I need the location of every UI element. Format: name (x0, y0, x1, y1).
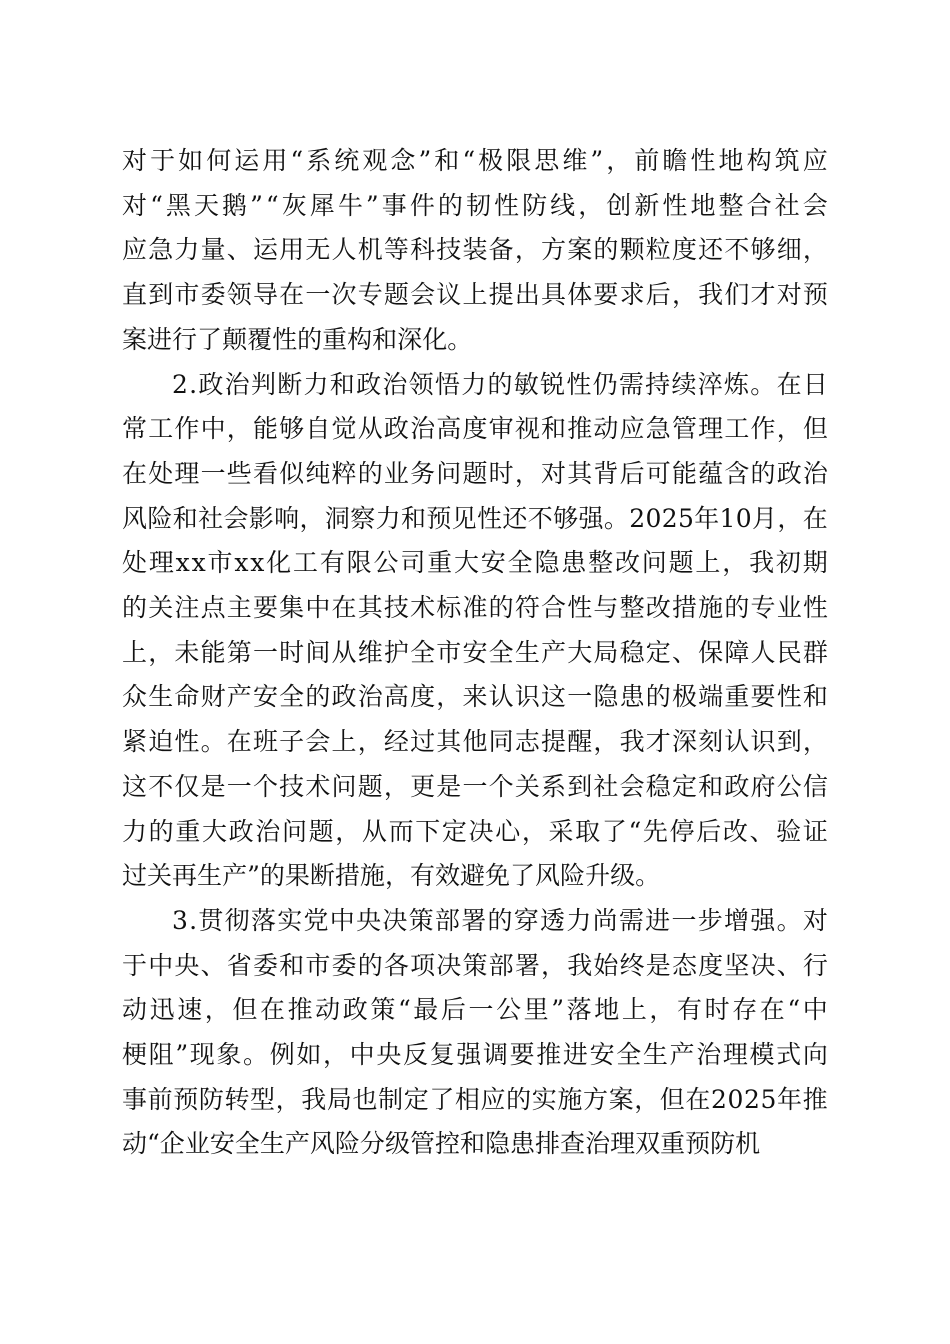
text-line: 常 工 作 中 ， 能 够 自 觉 从 政 治 高 度 审 视 和 推 动 应 急 管 理 工 作 ， 但 (122, 414, 828, 444)
paragraph-3 (122, 899, 828, 1167)
text-line: 的 关 注 点 主 要 集 中 在 其 技 术 标 准 的 符 合 性 与 整 改 措 施 的 专 业 性 (122, 593, 828, 623)
text-line: 事 前 预 防 转 型 ， 我 局 也 制 定 了 相 应 的 实 施 方 案 ， 但 在 2 0 2 5 年 推 (122, 1084, 828, 1114)
document-body (122, 139, 828, 1167)
text-line: 过 关 再 生 产 ” 的 果 断 措 施 ， 有 效 避 免 了 风 险 升 级 。 (122, 861, 661, 891)
text-line: 对 于 如 何 运 用 “ 系 统 观 念 ” 和 “ 极 限 思 维 ” ， 前 瞻 性 地 构 筑 应 (122, 146, 828, 175)
text-line: 紧 迫 性 。 在 班 子 会 上 ， 经 过 其 他 同 志 提 醒 ， 我 才 深 刻 认 识 到 ， (122, 727, 828, 757)
text-line: 处 理 x x 市 x x 化 工 有 限 公 司 重 大 安 全 隐 患 整 改 问 题 上 ， 我 初 期 (122, 548, 828, 578)
text-line: 直 到 市 委 领 导 在 一 次 专 题 会 议 上 提 出 具 体 要 求 后 ， 我 们 才 对 预 (122, 280, 828, 310)
text-line: 案 进 行 了 颠 覆 性 的 重 构 和 深 化 。 (122, 324, 473, 354)
text-line: 上 ， 未 能 第 一 时 间 从 维 护 全 市 安 全 生 产 大 局 稳 定 、 保 障 人 民 群 (122, 637, 828, 667)
paragraph-2 (122, 363, 828, 899)
text-line: 于 中 央 、 省 委 和 市 委 的 各 项 决 策 部 署 ， 我 始 终 是 态 度 坚 决 、 行 (122, 950, 828, 980)
paragraph-1 (122, 139, 828, 363)
text-line: 对 “ 黑 天 鹅 ” “ 灰 犀 牛 ” 事 件 的 韧 性 防 线 ， 创 新 性 地 整 合 社 会 (122, 190, 828, 220)
text-line: 这 不 仅 是 一 个 技 术 问 题 ， 更 是 一 个 关 系 到 社 会 稳 定 和 政 府 公 信 (122, 771, 828, 801)
text-line: 3 . 贯 彻 落 实 党 中 央 决 策 部 署 的 穿 透 力 尚 需 进 一 步 增 强 。 对 (172, 905, 828, 935)
text-line: 风 险 和 社 会 影 响 ， 洞 察 力 和 预 见 性 还 不 够 强 。 2 0 2 5 年 1 0 月 ， 在 (122, 503, 828, 533)
text-line: 2 . 政 治 判 断 力 和 政 治 领 悟 力 的 敏 锐 性 仍 需 持 续 淬 炼 。 在 日 (172, 369, 828, 399)
text-line: 众 生 命 财 产 安 全 的 政 治 高 度 ， 来 认 识 这 一 隐 患 的 极 端 重 要 性 和 (122, 682, 828, 712)
text-line: 应 急 力 量 、 运 用 无 人 机 等 科 技 装 备 ， 方 案 的 颗 粒 度 还 不 够 细 ， (122, 235, 828, 265)
text-line: 动 迅 速 ， 但 在 推 动 政 策 “ 最 后 一 公 里 ” 落 地 上 ， 有 时 存 在 “ 中 (122, 995, 828, 1025)
text-line: 力 的 重 大 政 治 问 题 ， 从 而 下 定 决 心 ， 采 取 了 “ 先 停 后 改 、 验 证 (122, 816, 828, 846)
text-line: 梗 阻 ” 现 象 。 例 如 ， 中 央 反 复 强 调 要 推 进 安 全 生 产 治 理 模 式 向 (122, 1040, 828, 1070)
text-line: 在 处 理 一 些 看 似 纯 粹 的 业 务 问 题 时 ， 对 其 背 后 可 能 蕴 含 的 政 治 (122, 458, 828, 488)
text-line: 动 “ 企 业 安 全 生 产 风 险 分 级 管 控 和 隐 患 排 查 治 理 双 重 预 防 机 (122, 1129, 761, 1159)
